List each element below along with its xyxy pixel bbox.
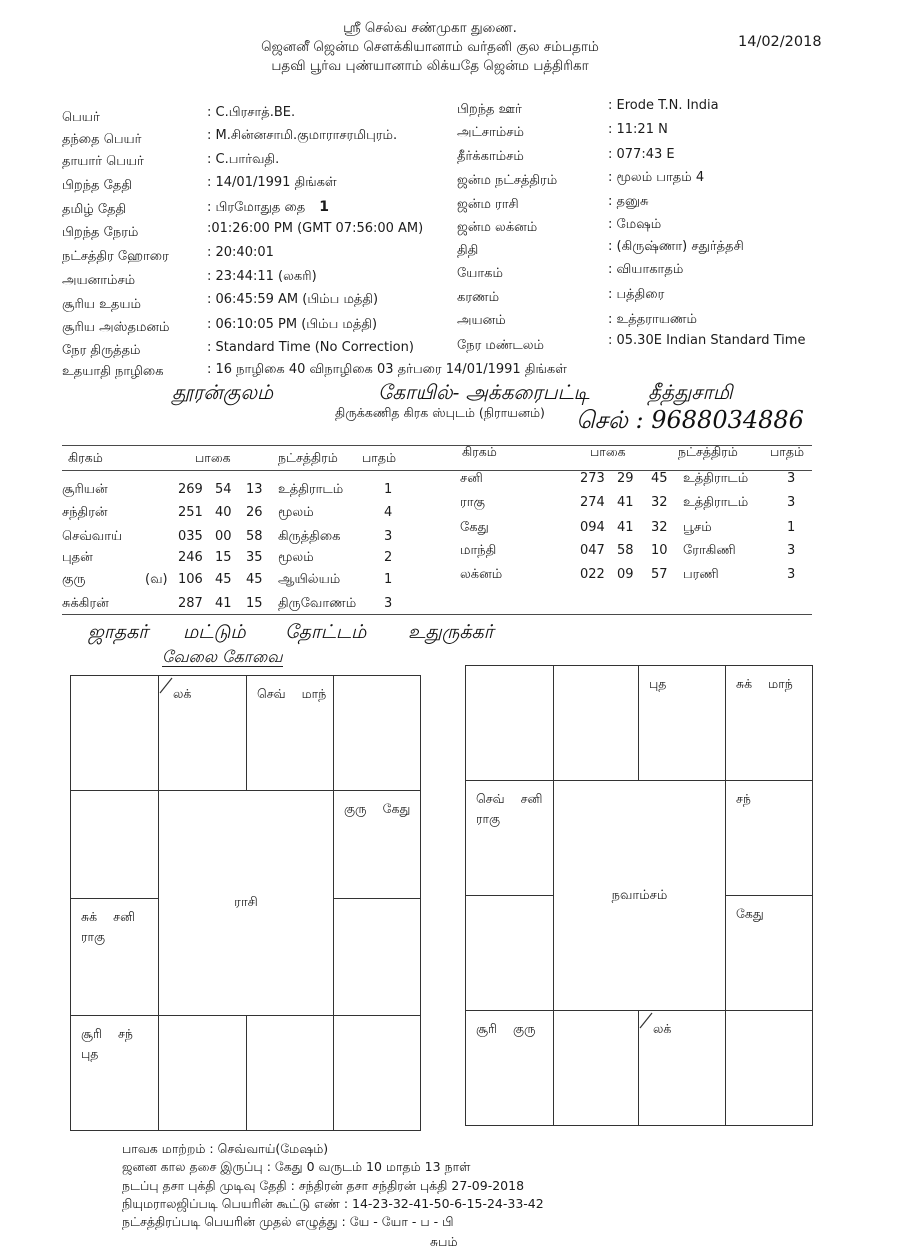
detail-value-text: : 16 நாழிகை 40 விநாழிகை 03 தர்பரை 14/01/1991 திங்கள் (207, 362, 567, 377)
planet-abbr: சுக் (81, 909, 98, 924)
planet-abbr: புத (649, 676, 667, 691)
detail-label: பிறந்த தேதி (62, 178, 132, 193)
detail-value-text: : M.சின்னசாமி.குமாராசரமிபுரம். (207, 128, 398, 143)
lagna-mark (159, 676, 175, 694)
detail-label: பிறந்த நேரம் (62, 225, 139, 240)
invocation-line: ஸ்ரீ செல்வ சண்முகா துணை. (343, 20, 517, 36)
detail-value (207, 199, 329, 216)
planet-min: 40 (215, 505, 232, 520)
planet-sec: 45 (651, 471, 668, 486)
planet-abbr: சந் (117, 1026, 133, 1041)
planet-star: கிருத்திகை (278, 529, 341, 544)
detail-label: தந்தை பெயர் (62, 132, 142, 147)
footer-label: ஜனன கால தசை இருப்பு (122, 1159, 263, 1174)
footer-line (122, 1178, 524, 1194)
detail-value: : பத்திரை (608, 287, 665, 302)
planet-min: 41 (215, 596, 232, 611)
planet-line (81, 1024, 150, 1044)
planet-min: 15 (215, 550, 232, 565)
planet-deg: 246 (178, 550, 203, 565)
detail-value-text: :01:26:00 PM (GMT 07:56:00 AM) (207, 221, 424, 236)
planet-abbr: சூரி (81, 1026, 102, 1041)
planet-sec: 58 (246, 529, 263, 544)
detail-value (207, 362, 567, 378)
planet-abbr: கேது (382, 801, 411, 816)
planet-star: திருவோணம் (278, 596, 357, 611)
detail-value (207, 221, 423, 237)
planet-min: 58 (617, 543, 634, 558)
planet-line (649, 1019, 717, 1039)
print-date: 14/02/2018 (738, 34, 822, 50)
rasi-cell-cancer (333, 790, 421, 899)
detail-value: : (கிருஷ்ணா) சதுர்த்தசி (608, 239, 744, 254)
rasi-cell-taurus (246, 675, 334, 791)
footer-value: : கேது 0 வருடம் 10 மாதம் 13 நாள் (266, 1159, 471, 1174)
detail-value-text: : C.பிரசாத்.BE. (207, 105, 296, 120)
planet-name: சந்திரன் (62, 505, 108, 520)
planet-name: சுக்கிரன் (62, 596, 109, 611)
navamsa-cell-libra (638, 1010, 726, 1126)
detail-label: திதி (457, 243, 479, 258)
rasi-cell-capricorn (70, 898, 159, 1016)
planet-name: கேது (460, 520, 489, 535)
detail-label: தாயார் பெயர் (62, 154, 144, 169)
handwritten-note: மட்டும் (183, 621, 246, 643)
detail-value-text: : பிரமோதுத தை (207, 200, 306, 215)
rasi-cell-pisces (70, 675, 159, 791)
planet-name: குரு (62, 572, 86, 587)
handwritten-note: தோட்டம் (285, 621, 367, 643)
detail-label: நேர மண்டலம் (457, 338, 545, 353)
detail-value: : மேஷம் (608, 217, 662, 232)
navamsa-cell-gemini (725, 665, 813, 781)
detail-value: : Erode T.N. India (608, 98, 719, 113)
planet-deg: 047 (580, 543, 605, 558)
navamsa-cell-aries (553, 665, 639, 781)
planet-star: மூலம் (278, 505, 314, 520)
planet-min: 41 (617, 520, 634, 535)
detail-value (207, 269, 317, 285)
lagna-mark (639, 1011, 655, 1029)
footer-line (122, 1159, 470, 1175)
rasi-cell-libra (246, 1015, 334, 1131)
navamsa-chart-center (553, 780, 726, 1011)
rasi-cell-aquarius (70, 790, 159, 899)
detail-label: பிறந்த ஊர் (457, 102, 522, 117)
planet-line (649, 674, 717, 694)
planet-star: ரோகிணி (683, 543, 736, 558)
rasi-cell-scorpio (158, 1015, 247, 1131)
planet-name: ராகு (460, 495, 485, 510)
planet-pada: 3 (384, 596, 393, 611)
table-bottom-rule (62, 614, 812, 615)
planet-star: பூசம் (683, 520, 712, 535)
table-header-degree: பாகை (195, 450, 231, 465)
planet-line (736, 789, 804, 809)
footer-label: நட்சத்திரப்படி பெயரின் முதல் எழுத்து (122, 1214, 338, 1229)
detail-value (207, 340, 414, 356)
planet-pada: 1 (787, 520, 796, 535)
planet-line (81, 1044, 150, 1064)
retrograde-mark: (வ) (145, 572, 168, 587)
planet-deg: 106 (178, 572, 203, 587)
planet-abbr: ராகு (81, 929, 106, 944)
footer-label: நடப்பு தசா புக்தி முடிவு தேதி (122, 1178, 287, 1193)
planet-line (344, 799, 412, 819)
navamsa-chart-title: நவாம்சம் (611, 887, 668, 903)
detail-value-text: : C.பார்வதி. (207, 152, 280, 167)
footer-line (122, 1196, 544, 1212)
navamsa-cell-capricorn (465, 895, 554, 1011)
planet-line (476, 809, 545, 829)
detail-label: அட்சாம்சம் (457, 125, 524, 140)
planet-abbr: சனி (520, 791, 543, 806)
planet-abbr: மாந் (301, 686, 327, 701)
detail-value: : தனுசு (608, 194, 649, 209)
footer-value: : யே - யோ - ப - பி (341, 1214, 454, 1229)
detail-label: ஜன்ம ராசி (457, 197, 519, 212)
detail-value-text: : 06:45:59 AM (பிம்ப மத்தி) (207, 292, 379, 307)
footer-line (122, 1141, 328, 1157)
planet-name: சனி (460, 471, 483, 486)
planet-sec: 13 (246, 482, 263, 497)
rasi-cell-gemini (333, 675, 421, 791)
planet-sec: 45 (246, 572, 263, 587)
navamsa-cell-pisces (465, 665, 554, 781)
planet-name: லக்னம் (460, 567, 503, 582)
planet-star: மூலம் (278, 550, 314, 565)
detail-label: சூரிய உதயம் (62, 297, 141, 312)
planet-abbr: சனி (113, 909, 136, 924)
detail-value (207, 128, 397, 144)
detail-value (207, 317, 377, 333)
planet-sec: 15 (246, 596, 263, 611)
planet-pada: 1 (384, 482, 393, 497)
planet-pada: 2 (384, 550, 393, 565)
planet-line (476, 1019, 545, 1039)
table-header-planet: கிரகம் (462, 444, 497, 459)
planet-abbr: சூரி (476, 1021, 497, 1036)
handwritten-note: உதுருக்கர் (408, 621, 494, 643)
table-header-planet: கிரகம் (68, 450, 103, 465)
planet-line (81, 927, 150, 947)
rasi-cell-aries (158, 675, 247, 791)
detail-value: : 077:43 E (608, 147, 675, 162)
rasi-chart-center (158, 790, 334, 1016)
planet-sec: 32 (651, 520, 668, 535)
planet-abbr: குரு (512, 1021, 536, 1036)
planet-star: உத்திராடம் (683, 495, 749, 510)
closing-word: சுபம் (430, 1234, 458, 1249)
detail-value-text: : 06:10:05 PM (பிம்ப மத்தி) (207, 317, 378, 332)
tamil-day-number: 1 (319, 199, 329, 215)
detail-value-text: : 14/01/1991 திங்கள் (207, 175, 337, 190)
handwritten-note: ஜாதகர் (88, 621, 149, 643)
planet-min: 41 (617, 495, 634, 510)
detail-value: : மூலம் பாதம் 4 (608, 170, 705, 185)
planet-abbr: மாந் (768, 676, 793, 691)
planet-star: ஆயில்யம் (278, 572, 341, 587)
planet-deg: 287 (178, 596, 203, 611)
detail-label: கரணம் (457, 290, 500, 305)
planet-pada: 3 (787, 471, 796, 486)
planet-star: உத்திராடம் (683, 471, 749, 486)
rasi-chart-title: ராசி (234, 895, 258, 910)
detail-label: நட்சத்திர ஹோரை (62, 249, 169, 264)
detail-value: : வியாகாதம் (608, 262, 684, 277)
planet-line (169, 684, 238, 704)
planet-deg: 274 (580, 495, 605, 510)
detail-label: பெயர் (62, 110, 100, 125)
navamsa-cell-scorpio (553, 1010, 639, 1126)
detail-label: அயனாம்சம் (62, 273, 136, 288)
planet-abbr: சந் (736, 791, 751, 806)
planet-abbr: லக் (173, 686, 192, 701)
footer-line (122, 1214, 454, 1230)
planet-abbr: லக் (653, 1021, 672, 1036)
detail-value: : உத்தராயணம் (608, 312, 697, 327)
handwritten-phone: செல் : 9688034886 (576, 406, 804, 434)
planet-deg: 035 (178, 529, 203, 544)
planet-line (476, 789, 545, 809)
planet-name: சூரியன் (62, 482, 108, 497)
handwritten-note: தீத்துசாமி (648, 380, 733, 404)
planet-abbr: செவ் (476, 791, 505, 806)
detail-label: ஜன்ம லக்னம் (457, 220, 538, 235)
planet-line (81, 907, 150, 927)
planet-line (257, 684, 325, 704)
detail-label: ஜன்ம நட்சத்திரம் (457, 173, 558, 188)
planet-abbr: கேது (736, 906, 764, 921)
footer-value: : செவ்வாய்(மேஷம்) (209, 1141, 329, 1156)
detail-label: நேர திருத்தம் (62, 343, 141, 358)
planet-min: 09 (617, 567, 634, 582)
planet-min: 29 (617, 471, 634, 486)
planet-abbr: செவ் (257, 686, 286, 701)
planet-deg: 251 (178, 505, 203, 520)
rasi-cell-virgo (333, 1015, 421, 1131)
planet-deg: 094 (580, 520, 605, 535)
planet-deg: 273 (580, 471, 605, 486)
planet-min: 45 (215, 572, 232, 587)
detail-label: அயனம் (457, 313, 506, 328)
planet-pada: 3 (787, 567, 796, 582)
navamsa-cell-aquarius (465, 780, 554, 896)
detail-label: உதயாதி நாழிகை (62, 364, 164, 379)
planet-abbr: ராகு (476, 811, 501, 826)
table-header-pada: பாதம் (770, 444, 805, 459)
detail-value (207, 152, 279, 168)
detail-label: தமிழ் தேதி (62, 202, 127, 217)
table-header-star: நட்சத்திரம் (678, 444, 738, 459)
detail-label: தீர்க்காம்சம் (457, 149, 524, 164)
planet-sec: 57 (651, 567, 668, 582)
footer-value: : 14-23-32-41-50-6-15-24-33-42 (343, 1196, 544, 1211)
planet-name: புதன் (62, 550, 93, 565)
detail-value: : 11:21 N (608, 122, 668, 137)
planet-sec: 32 (651, 495, 668, 510)
verse-line-2: பதவி பூர்வ புண்யானாம் லிக்யதே ஜென்ம பத்திரிகா (271, 58, 589, 74)
planet-name: செவ்வாய் (62, 529, 123, 544)
handwritten-note: தூரன்குலம் (172, 380, 274, 404)
navamsa-cell-cancer (725, 780, 813, 896)
planet-deg: 022 (580, 567, 605, 582)
planet-name: மாந்தி (460, 543, 497, 558)
planet-pada: 3 (787, 543, 796, 558)
planet-sec: 35 (246, 550, 263, 565)
detail-value-text: : 23:44:11 (லகரி) (207, 269, 317, 284)
detail-value-text: : Standard Time (No Correction) (207, 340, 414, 355)
rasi-cell-leo (333, 898, 421, 1016)
planet-star: பரணி (683, 567, 719, 582)
planet-line (736, 904, 804, 924)
detail-value (207, 105, 295, 121)
detail-value: : 05.30E Indian Standard Time (608, 333, 806, 348)
planet-min: 54 (215, 482, 232, 497)
detail-value-text: : 20:40:01 (207, 245, 274, 260)
detail-value (207, 245, 274, 261)
footer-label: நியுமராலஜிப்படி பெயரின் கூட்டு எண் (122, 1196, 340, 1211)
navamsa-cell-leo (725, 895, 813, 1011)
navamsa-cell-virgo (725, 1010, 813, 1126)
planet-min: 00 (215, 529, 232, 544)
table-header-star: நட்சத்திரம் (278, 450, 338, 465)
planet-pada: 3 (384, 529, 393, 544)
planet-deg: 269 (178, 482, 203, 497)
planet-line (736, 674, 804, 694)
verse-line-1: ஜெனனீ ஜென்ம சௌக்கியானாம் வர்தனி குல சம்பதாம் (261, 39, 599, 55)
detail-label: யோகம் (457, 266, 503, 281)
handwritten-note: வேலை கோவை (162, 647, 283, 666)
planet-abbr: புத (81, 1046, 99, 1061)
planet-abbr: சுக் (736, 676, 753, 691)
planet-sec: 10 (651, 543, 668, 558)
footer-value: : சந்திரன் தசா சந்திரன் புக்தி 27-09-2018 (290, 1178, 525, 1193)
rasi-cell-sagittarius (70, 1015, 159, 1131)
planet-abbr: குரு (344, 801, 367, 816)
planet-table-title: திருக்கணித கிரக ஸ்புடம் (நிராயனம்) (335, 405, 545, 420)
planet-star: உத்திராடம் (278, 482, 344, 497)
navamsa-cell-sagittarius (465, 1010, 554, 1126)
table-header-degree: பாகை (590, 444, 626, 459)
planet-pada: 3 (787, 495, 796, 510)
handwritten-note: கோயில்- அக்கரைபட்டி (378, 380, 590, 404)
navamsa-cell-taurus (638, 665, 726, 781)
table-header-pada: பாதம் (362, 450, 397, 465)
footer-label: பாவக மாற்றம் (122, 1141, 206, 1156)
detail-value (207, 292, 378, 308)
planet-pada: 1 (384, 572, 393, 587)
planet-pada: 4 (384, 505, 393, 520)
planet-sec: 26 (246, 505, 263, 520)
detail-label: சூரிய அஸ்தமனம் (62, 320, 170, 335)
detail-value (207, 175, 337, 191)
